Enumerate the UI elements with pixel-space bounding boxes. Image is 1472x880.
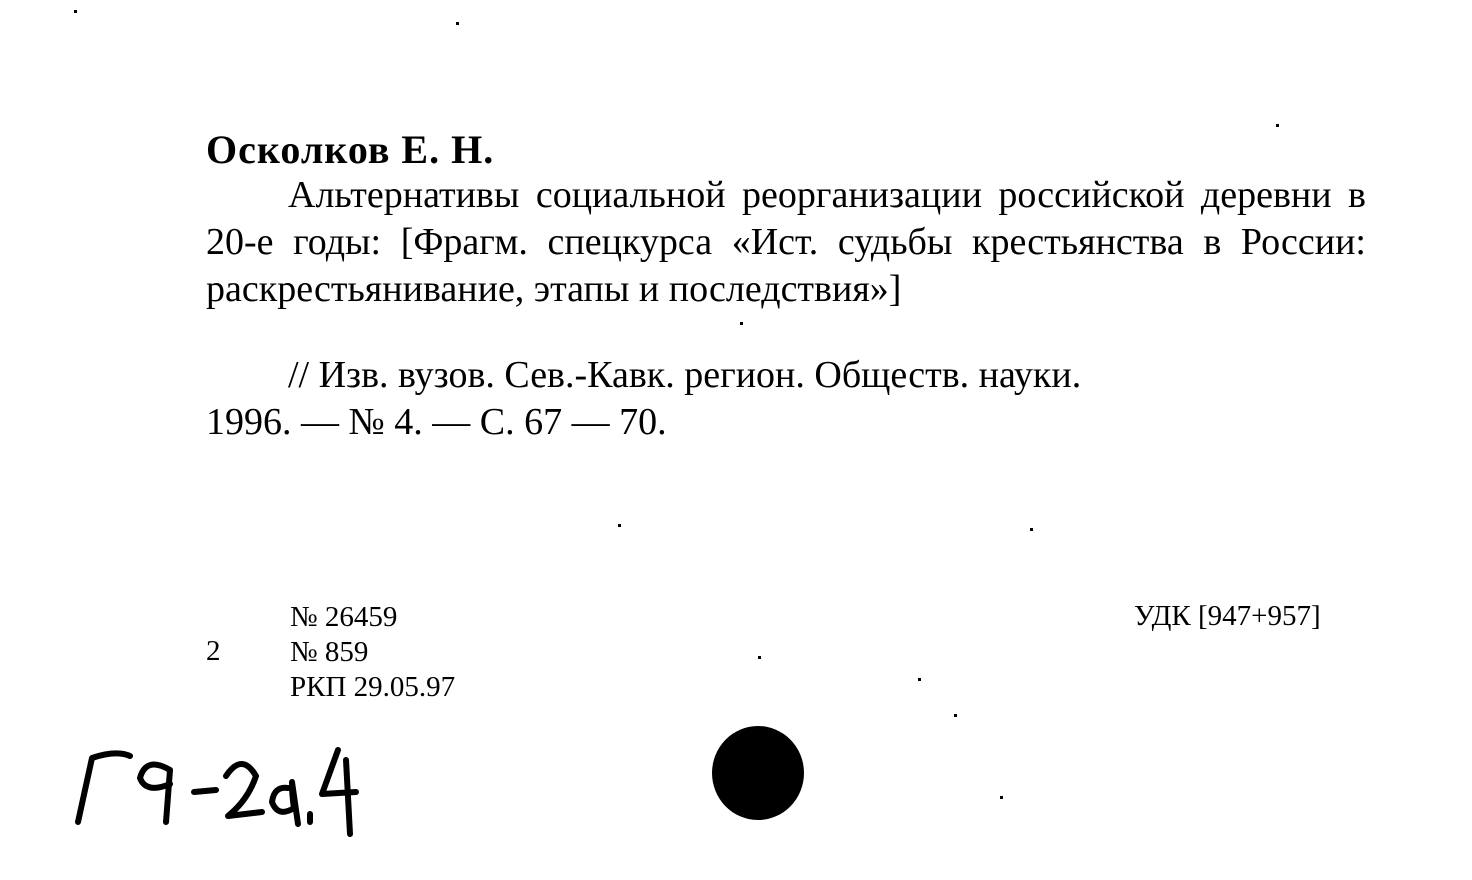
registration-date: РКП 29.05.97: [290, 671, 456, 703]
udk-code: УДК [947+957]: [1134, 600, 1321, 632]
author-name: Осколков Е. Н.: [206, 127, 495, 172]
scan-speck: [918, 678, 921, 681]
scan-speck: [758, 656, 761, 659]
scan-speck: [74, 10, 77, 13]
scan-speck: [618, 524, 621, 527]
registration-numbers: [290, 600, 455, 705]
work-title: Альтернативы социальной реорганизации российской деревни в 20-е годы: [Фрагм. спецкурса «Ист. судьбы крестьянства в России: раскрестьянивание, этапы и последствия»]: [206, 174, 1366, 310]
scan-speck: [954, 714, 957, 717]
source-line-2: 1996. — № 4. — С. 67 — 70.: [206, 401, 667, 443]
scan-speck: [1000, 796, 1003, 799]
source-line-1: // Изв. вузов. Сев.-Кавк. регион. Обществ. науки.: [288, 354, 1082, 396]
registration-number-1: № 26459: [290, 601, 398, 633]
handwritten-shelf-mark: [66, 730, 366, 840]
scan-speck: [1030, 528, 1033, 531]
scan-speck: [456, 22, 459, 25]
scan-speck: [740, 322, 743, 325]
registration-number-2: № 859: [290, 636, 369, 668]
scan-speck: [1276, 124, 1279, 127]
punch-hole: [712, 726, 804, 820]
card-number: 2: [206, 635, 221, 667]
